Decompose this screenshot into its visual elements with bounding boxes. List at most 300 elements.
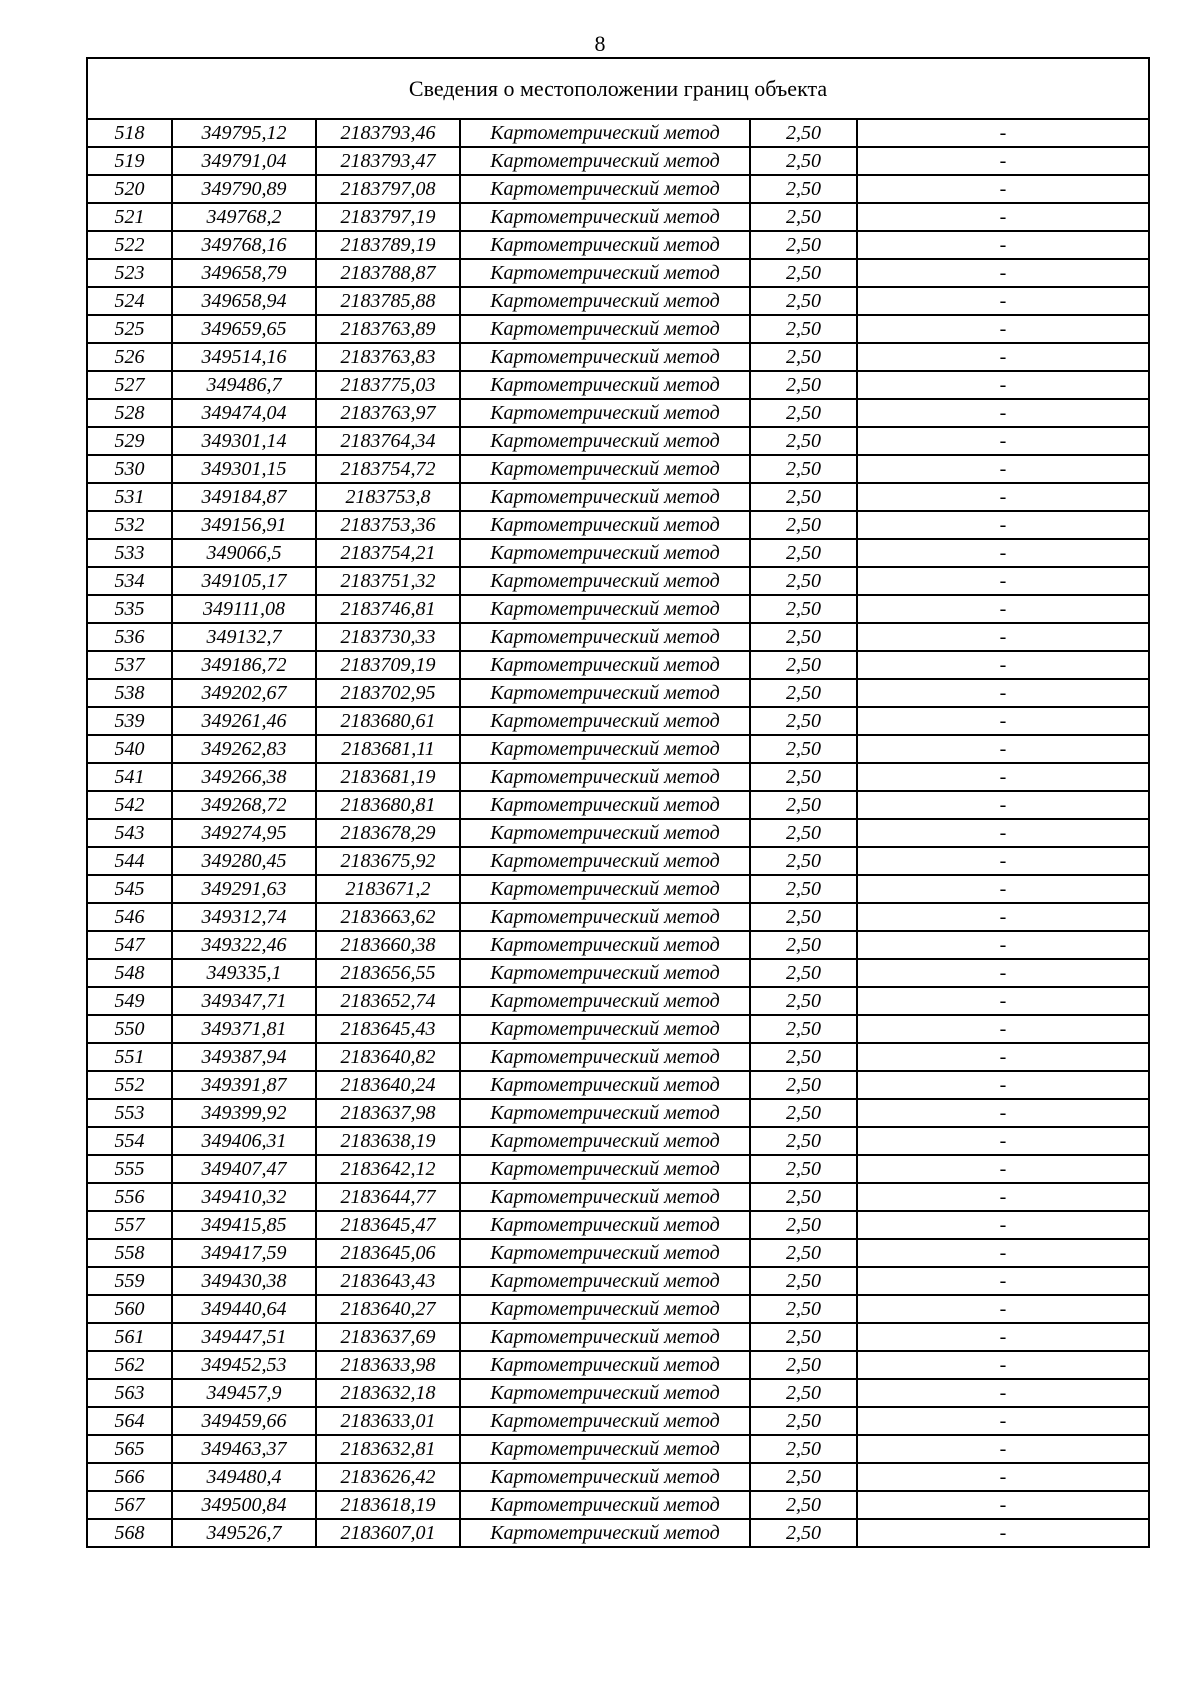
method-cell: Картометрический метод <box>460 1127 750 1155</box>
x-coordinate-cell: 349387,94 <box>172 1043 316 1071</box>
y-coordinate-cell: 2183618,19 <box>316 1491 460 1519</box>
x-coordinate-cell: 349301,15 <box>172 455 316 483</box>
point-number-cell: 525 <box>87 315 172 343</box>
x-coordinate-cell: 349391,87 <box>172 1071 316 1099</box>
table-row <box>87 623 1149 651</box>
method-cell: Картометрический метод <box>460 651 750 679</box>
point-number-cell: 540 <box>87 735 172 763</box>
x-coordinate-cell: 349184,87 <box>172 483 316 511</box>
x-coordinate-cell: 349457,9 <box>172 1379 316 1407</box>
x-coordinate-cell: 349410,32 <box>172 1183 316 1211</box>
y-coordinate-cell: 2183797,08 <box>316 175 460 203</box>
point-number-cell: 560 <box>87 1295 172 1323</box>
description-cell: - <box>857 1015 1149 1043</box>
description-cell: - <box>857 147 1149 175</box>
description-cell: - <box>857 735 1149 763</box>
x-coordinate-cell: 349266,38 <box>172 763 316 791</box>
x-coordinate-cell: 349301,14 <box>172 427 316 455</box>
y-coordinate-cell: 2183645,47 <box>316 1211 460 1239</box>
y-coordinate-cell: 2183633,01 <box>316 1407 460 1435</box>
table-row <box>87 1267 1149 1295</box>
method-cell: Картометрический метод <box>460 1267 750 1295</box>
description-cell: - <box>857 987 1149 1015</box>
y-coordinate-cell: 2183797,19 <box>316 203 460 231</box>
x-coordinate-cell: 349399,92 <box>172 1099 316 1127</box>
table-row <box>87 371 1149 399</box>
accuracy-cell: 2,50 <box>750 427 857 455</box>
description-cell: - <box>857 1127 1149 1155</box>
accuracy-cell: 2,50 <box>750 1211 857 1239</box>
table-row <box>87 175 1149 203</box>
table-row <box>87 1351 1149 1379</box>
table-row <box>87 1127 1149 1155</box>
y-coordinate-cell: 2183730,33 <box>316 623 460 651</box>
accuracy-cell: 2,50 <box>750 931 857 959</box>
method-cell: Картометрический метод <box>460 399 750 427</box>
y-coordinate-cell: 2183681,19 <box>316 763 460 791</box>
method-cell: Картометрический метод <box>460 1043 750 1071</box>
x-coordinate-cell: 349105,17 <box>172 567 316 595</box>
description-cell: - <box>857 875 1149 903</box>
x-coordinate-cell: 349262,83 <box>172 735 316 763</box>
accuracy-cell: 2,50 <box>750 567 857 595</box>
point-number-cell: 558 <box>87 1239 172 1267</box>
y-coordinate-cell: 2183660,38 <box>316 931 460 959</box>
description-cell: - <box>857 931 1149 959</box>
description-cell: - <box>857 791 1149 819</box>
table-row <box>87 1183 1149 1211</box>
point-number-cell: 544 <box>87 847 172 875</box>
table-row <box>87 875 1149 903</box>
method-cell: Картометрический метод <box>460 903 750 931</box>
point-number-cell: 552 <box>87 1071 172 1099</box>
description-cell: - <box>857 231 1149 259</box>
y-coordinate-cell: 2183746,81 <box>316 595 460 623</box>
table-row <box>87 539 1149 567</box>
accuracy-cell: 2,50 <box>750 1267 857 1295</box>
y-coordinate-cell: 2183645,06 <box>316 1239 460 1267</box>
point-number-cell: 547 <box>87 931 172 959</box>
point-number-cell: 543 <box>87 819 172 847</box>
point-number-cell: 537 <box>87 651 172 679</box>
accuracy-cell: 2,50 <box>750 343 857 371</box>
point-number-cell: 549 <box>87 987 172 1015</box>
table-row <box>87 1379 1149 1407</box>
method-cell: Картометрический метод <box>460 1407 750 1435</box>
table-row <box>87 791 1149 819</box>
y-coordinate-cell: 2183753,36 <box>316 511 460 539</box>
point-number-cell: 566 <box>87 1463 172 1491</box>
accuracy-cell: 2,50 <box>750 1071 857 1099</box>
table-row <box>87 483 1149 511</box>
x-coordinate-cell: 349795,12 <box>172 119 316 147</box>
method-cell: Картометрический метод <box>460 259 750 287</box>
point-number-cell: 518 <box>87 119 172 147</box>
accuracy-cell: 2,50 <box>750 1463 857 1491</box>
point-number-cell: 564 <box>87 1407 172 1435</box>
x-coordinate-cell: 349430,38 <box>172 1267 316 1295</box>
accuracy-cell: 2,50 <box>750 1323 857 1351</box>
point-number-cell: 542 <box>87 791 172 819</box>
method-cell: Картометрический метод <box>460 1351 750 1379</box>
description-cell: - <box>857 1463 1149 1491</box>
table-row <box>87 1519 1149 1547</box>
x-coordinate-cell: 349371,81 <box>172 1015 316 1043</box>
accuracy-cell: 2,50 <box>750 1043 857 1071</box>
y-coordinate-cell: 2183753,8 <box>316 483 460 511</box>
description-cell: - <box>857 483 1149 511</box>
point-number-cell: 561 <box>87 1323 172 1351</box>
method-cell: Картометрический метод <box>460 483 750 511</box>
x-coordinate-cell: 349474,04 <box>172 399 316 427</box>
method-cell: Картометрический метод <box>460 1323 750 1351</box>
y-coordinate-cell: 2183764,34 <box>316 427 460 455</box>
point-number-cell: 556 <box>87 1183 172 1211</box>
accuracy-cell: 2,50 <box>750 511 857 539</box>
y-coordinate-cell: 2183637,98 <box>316 1099 460 1127</box>
y-coordinate-cell: 2183793,47 <box>316 147 460 175</box>
table-row <box>87 147 1149 175</box>
accuracy-cell: 2,50 <box>750 595 857 623</box>
accuracy-cell: 2,50 <box>750 679 857 707</box>
method-cell: Картометрический метод <box>460 343 750 371</box>
x-coordinate-cell: 349312,74 <box>172 903 316 931</box>
table-row <box>87 1239 1149 1267</box>
description-cell: - <box>857 427 1149 455</box>
point-number-cell: 551 <box>87 1043 172 1071</box>
accuracy-cell: 2,50 <box>750 651 857 679</box>
method-cell: Картометрический метод <box>460 1491 750 1519</box>
point-number-cell: 534 <box>87 567 172 595</box>
point-number-cell: 554 <box>87 1127 172 1155</box>
accuracy-cell: 2,50 <box>750 259 857 287</box>
description-cell: - <box>857 539 1149 567</box>
method-cell: Картометрический метод <box>460 231 750 259</box>
method-cell: Картометрический метод <box>460 735 750 763</box>
y-coordinate-cell: 2183675,92 <box>316 847 460 875</box>
table-row <box>87 455 1149 483</box>
accuracy-cell: 2,50 <box>750 203 857 231</box>
y-coordinate-cell: 2183751,32 <box>316 567 460 595</box>
accuracy-cell: 2,50 <box>750 315 857 343</box>
table-row <box>87 1071 1149 1099</box>
description-cell: - <box>857 1267 1149 1295</box>
page-number: 8 <box>594 31 606 56</box>
y-coordinate-cell: 2183633,98 <box>316 1351 460 1379</box>
description-cell: - <box>857 959 1149 987</box>
y-coordinate-cell: 2183640,82 <box>316 1043 460 1071</box>
description-cell: - <box>857 623 1149 651</box>
table-row <box>87 203 1149 231</box>
x-coordinate-cell: 349768,2 <box>172 203 316 231</box>
table-row <box>87 1491 1149 1519</box>
y-coordinate-cell: 2183763,83 <box>316 343 460 371</box>
accuracy-cell: 2,50 <box>750 147 857 175</box>
accuracy-cell: 2,50 <box>750 1239 857 1267</box>
accuracy-cell: 2,50 <box>750 875 857 903</box>
description-cell: - <box>857 763 1149 791</box>
accuracy-cell: 2,50 <box>750 1155 857 1183</box>
x-coordinate-cell: 349659,65 <box>172 315 316 343</box>
description-cell: - <box>857 259 1149 287</box>
method-cell: Картометрический метод <box>460 1099 750 1127</box>
accuracy-cell: 2,50 <box>750 399 857 427</box>
method-cell: Картометрический метод <box>460 315 750 343</box>
description-cell: - <box>857 595 1149 623</box>
y-coordinate-cell: 2183656,55 <box>316 959 460 987</box>
method-cell: Картометрический метод <box>460 763 750 791</box>
method-cell: Картометрический метод <box>460 1463 750 1491</box>
table-row <box>87 931 1149 959</box>
description-cell: - <box>857 1071 1149 1099</box>
y-coordinate-cell: 2183763,97 <box>316 399 460 427</box>
boundary-coordinates-table <box>86 57 1150 1548</box>
table-row <box>87 287 1149 315</box>
method-cell: Картометрический метод <box>460 511 750 539</box>
table-row <box>87 343 1149 371</box>
description-cell: - <box>857 847 1149 875</box>
point-number-cell: 523 <box>87 259 172 287</box>
method-cell: Картометрический метод <box>460 931 750 959</box>
y-coordinate-cell: 2183632,18 <box>316 1379 460 1407</box>
y-coordinate-cell: 2183638,19 <box>316 1127 460 1155</box>
table-row <box>87 763 1149 791</box>
description-cell: - <box>857 567 1149 595</box>
y-coordinate-cell: 2183678,29 <box>316 819 460 847</box>
x-coordinate-cell: 349459,66 <box>172 1407 316 1435</box>
method-cell: Картометрический метод <box>460 875 750 903</box>
method-cell: Картометрический метод <box>460 287 750 315</box>
description-cell: - <box>857 343 1149 371</box>
method-cell: Картометрический метод <box>460 119 750 147</box>
y-coordinate-cell: 2183785,88 <box>316 287 460 315</box>
method-cell: Картометрический метод <box>460 567 750 595</box>
x-coordinate-cell: 349417,59 <box>172 1239 316 1267</box>
accuracy-cell: 2,50 <box>750 455 857 483</box>
method-cell: Картометрический метод <box>460 147 750 175</box>
description-cell: - <box>857 1351 1149 1379</box>
y-coordinate-cell: 2183645,43 <box>316 1015 460 1043</box>
accuracy-cell: 2,50 <box>750 1183 857 1211</box>
table-row <box>87 259 1149 287</box>
accuracy-cell: 2,50 <box>750 483 857 511</box>
x-coordinate-cell: 349768,16 <box>172 231 316 259</box>
table-row <box>87 1435 1149 1463</box>
description-cell: - <box>857 1323 1149 1351</box>
table-row <box>87 1323 1149 1351</box>
accuracy-cell: 2,50 <box>750 1407 857 1435</box>
x-coordinate-cell: 349500,84 <box>172 1491 316 1519</box>
accuracy-cell: 2,50 <box>750 735 857 763</box>
table-row <box>87 1015 1149 1043</box>
x-coordinate-cell: 349132,7 <box>172 623 316 651</box>
table-row <box>87 959 1149 987</box>
description-cell: - <box>857 399 1149 427</box>
accuracy-cell: 2,50 <box>750 231 857 259</box>
table-body <box>87 119 1149 1547</box>
table-row <box>87 399 1149 427</box>
description-cell: - <box>857 511 1149 539</box>
point-number-cell: 555 <box>87 1155 172 1183</box>
method-cell: Картометрический метод <box>460 791 750 819</box>
description-cell: - <box>857 1295 1149 1323</box>
point-number-cell: 530 <box>87 455 172 483</box>
x-coordinate-cell: 349347,71 <box>172 987 316 1015</box>
table-row <box>87 511 1149 539</box>
table-row <box>87 315 1149 343</box>
x-coordinate-cell: 349791,04 <box>172 147 316 175</box>
point-number-cell: 529 <box>87 427 172 455</box>
y-coordinate-cell: 2183681,11 <box>316 735 460 763</box>
x-coordinate-cell: 349407,47 <box>172 1155 316 1183</box>
method-cell: Картометрический метод <box>460 1435 750 1463</box>
description-cell: - <box>857 1435 1149 1463</box>
x-coordinate-cell: 349447,51 <box>172 1323 316 1351</box>
table-row <box>87 903 1149 931</box>
point-number-cell: 562 <box>87 1351 172 1379</box>
accuracy-cell: 2,50 <box>750 1351 857 1379</box>
point-number-cell: 567 <box>87 1491 172 1519</box>
method-cell: Картометрический метод <box>460 1211 750 1239</box>
method-cell: Картометрический метод <box>460 1519 750 1547</box>
table-row <box>87 819 1149 847</box>
description-cell: - <box>857 1043 1149 1071</box>
y-coordinate-cell: 2183663,62 <box>316 903 460 931</box>
description-cell: - <box>857 1183 1149 1211</box>
x-coordinate-cell: 349440,64 <box>172 1295 316 1323</box>
accuracy-cell: 2,50 <box>750 987 857 1015</box>
point-number-cell: 528 <box>87 399 172 427</box>
x-coordinate-cell: 349526,7 <box>172 1519 316 1547</box>
table-row <box>87 679 1149 707</box>
accuracy-cell: 2,50 <box>750 1295 857 1323</box>
x-coordinate-cell: 349486,7 <box>172 371 316 399</box>
description-cell: - <box>857 819 1149 847</box>
method-cell: Картометрический метод <box>460 203 750 231</box>
y-coordinate-cell: 2183626,42 <box>316 1463 460 1491</box>
x-coordinate-cell: 349415,85 <box>172 1211 316 1239</box>
point-number-cell: 531 <box>87 483 172 511</box>
description-cell: - <box>857 903 1149 931</box>
description-cell: - <box>857 1407 1149 1435</box>
description-cell: - <box>857 203 1149 231</box>
table-row <box>87 735 1149 763</box>
y-coordinate-cell: 2183775,03 <box>316 371 460 399</box>
y-coordinate-cell: 2183709,19 <box>316 651 460 679</box>
accuracy-cell: 2,50 <box>750 119 857 147</box>
point-number-cell: 565 <box>87 1435 172 1463</box>
y-coordinate-cell: 2183640,24 <box>316 1071 460 1099</box>
method-cell: Картометрический метод <box>460 819 750 847</box>
x-coordinate-cell: 349268,72 <box>172 791 316 819</box>
table-title: Сведения о местоположении границ объекта <box>87 58 1149 119</box>
x-coordinate-cell: 349202,67 <box>172 679 316 707</box>
accuracy-cell: 2,50 <box>750 819 857 847</box>
accuracy-cell: 2,50 <box>750 903 857 931</box>
method-cell: Картометрический метод <box>460 1183 750 1211</box>
table-row <box>87 1463 1149 1491</box>
point-number-cell: 524 <box>87 287 172 315</box>
accuracy-cell: 2,50 <box>750 1491 857 1519</box>
y-coordinate-cell: 2183788,87 <box>316 259 460 287</box>
y-coordinate-cell: 2183680,61 <box>316 707 460 735</box>
y-coordinate-cell: 2183680,81 <box>316 791 460 819</box>
x-coordinate-cell: 349186,72 <box>172 651 316 679</box>
description-cell: - <box>857 1211 1149 1239</box>
x-coordinate-cell: 349452,53 <box>172 1351 316 1379</box>
description-cell: - <box>857 175 1149 203</box>
x-coordinate-cell: 349658,94 <box>172 287 316 315</box>
y-coordinate-cell: 2183671,2 <box>316 875 460 903</box>
method-cell: Картометрический метод <box>460 371 750 399</box>
method-cell: Картометрический метод <box>460 539 750 567</box>
description-cell: - <box>857 1519 1149 1547</box>
table-row <box>87 1407 1149 1435</box>
accuracy-cell: 2,50 <box>750 1015 857 1043</box>
method-cell: Картометрический метод <box>460 987 750 1015</box>
x-coordinate-cell: 349291,63 <box>172 875 316 903</box>
point-number-cell: 563 <box>87 1379 172 1407</box>
table-row <box>87 119 1149 147</box>
description-cell: - <box>857 1379 1149 1407</box>
accuracy-cell: 2,50 <box>750 1099 857 1127</box>
table-row <box>87 651 1149 679</box>
accuracy-cell: 2,50 <box>750 1127 857 1155</box>
accuracy-cell: 2,50 <box>750 287 857 315</box>
x-coordinate-cell: 349280,45 <box>172 847 316 875</box>
x-coordinate-cell: 349274,95 <box>172 819 316 847</box>
accuracy-cell: 2,50 <box>750 791 857 819</box>
method-cell: Картометрический метод <box>460 679 750 707</box>
method-cell: Картометрический метод <box>460 427 750 455</box>
accuracy-cell: 2,50 <box>750 175 857 203</box>
method-cell: Картометрический метод <box>460 847 750 875</box>
point-number-cell: 553 <box>87 1099 172 1127</box>
table-row <box>87 567 1149 595</box>
method-cell: Картометрический метод <box>460 623 750 651</box>
method-cell: Картометрический метод <box>460 959 750 987</box>
point-number-cell: 541 <box>87 763 172 791</box>
point-number-cell: 519 <box>87 147 172 175</box>
accuracy-cell: 2,50 <box>750 623 857 651</box>
accuracy-cell: 2,50 <box>750 1519 857 1547</box>
x-coordinate-cell: 349335,1 <box>172 959 316 987</box>
table-row <box>87 1211 1149 1239</box>
method-cell: Картометрический метод <box>460 1379 750 1407</box>
point-number-cell: 550 <box>87 1015 172 1043</box>
y-coordinate-cell: 2183702,95 <box>316 679 460 707</box>
point-number-cell: 532 <box>87 511 172 539</box>
accuracy-cell: 2,50 <box>750 371 857 399</box>
x-coordinate-cell: 349406,31 <box>172 1127 316 1155</box>
table-row <box>87 1295 1149 1323</box>
accuracy-cell: 2,50 <box>750 959 857 987</box>
description-cell: - <box>857 707 1149 735</box>
x-coordinate-cell: 349156,91 <box>172 511 316 539</box>
table-row <box>87 595 1149 623</box>
method-cell: Картометрический метод <box>460 595 750 623</box>
point-number-cell: 533 <box>87 539 172 567</box>
description-cell: - <box>857 315 1149 343</box>
y-coordinate-cell: 2183793,46 <box>316 119 460 147</box>
y-coordinate-cell: 2183652,74 <box>316 987 460 1015</box>
point-number-cell: 538 <box>87 679 172 707</box>
point-number-cell: 520 <box>87 175 172 203</box>
description-cell: - <box>857 1239 1149 1267</box>
y-coordinate-cell: 2183789,19 <box>316 231 460 259</box>
table-row <box>87 847 1149 875</box>
point-number-cell: 526 <box>87 343 172 371</box>
